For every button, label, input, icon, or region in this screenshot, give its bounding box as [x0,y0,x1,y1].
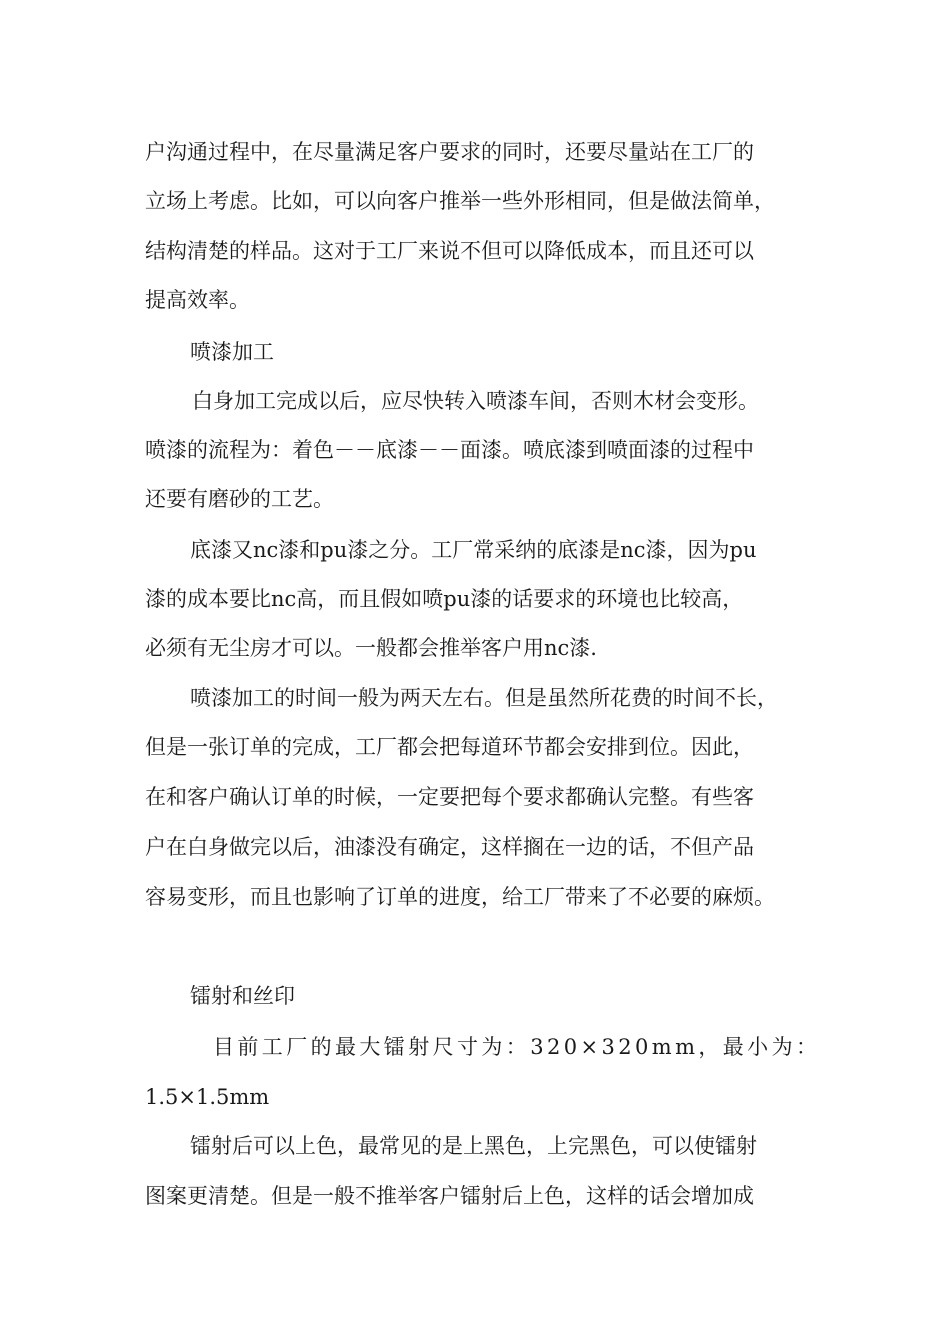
section-heading-spray: 喷漆加工 [190,340,274,364]
paragraph-line: 喷漆加工的时间一般为两天左右。但是虽然所花费的时间不长， [190,686,778,710]
paragraph-line: 还要有磨砂的工艺。 [145,487,334,511]
paragraph-line: 底漆又nc漆和pu漆之分。工厂常采纳的底漆是nc漆，因为pu [190,538,757,562]
paragraph-line: 立场上考虑。比如，可以向客户推举一些外形相同，但是做法简单， [145,189,775,213]
paragraph-line: 漆的成本要比nc高，而且假如喷pu漆的话要求的环境也比较高， [145,587,744,611]
paragraph-line: 图案更清楚。但是一般不推举客户镭射后上色，这样的话会增加成 [145,1184,754,1208]
paragraph-line: 户在白身做完以后，油漆没有确定，这样搁在一边的话，不但产品 [145,835,754,859]
paragraph-line: 户沟通过程中，在尽量满足客户要求的同时，还要尽量站在工厂的 [145,140,754,164]
paragraph-line: 喷漆的流程为：着色－－底漆－－面漆。喷底漆到喷面漆的过程中 [145,438,754,462]
paragraph-line: 在和客户确认订单的时候，一定要把每个要求都确认完整。有些客 [145,785,754,809]
paragraph-line: 容易变形，而且也影响了订单的进度，给工厂带来了不必要的麻烦。 [145,885,775,909]
section-heading-laser: 镭射和丝印 [190,984,295,1008]
paragraph-line: 但是一张订单的完成，工厂都会把每道环节都会安排到位。因此， [145,735,754,759]
paragraph-line: 白身加工完成以后，应尽快转入喷漆车间，否则木材会变形。 [192,389,759,413]
paragraph-line: 提高效率。 [145,288,250,312]
paragraph-line: 必须有无尘房才可以。一般都会推举客户用nc漆. [145,636,597,660]
paragraph-line: 1.5×1.5mm [145,1085,270,1109]
paragraph-line: 镭射后可以上色，最常见的是上黑色，上完黑色，可以使镭射 [190,1134,757,1158]
paragraph-line: 结构清楚的样品。这对于工厂来说不但可以降低成本，而且还可以 [145,239,754,263]
paragraph-line: 目前工厂的最大镭射尺寸为：320×320mm，最小为： [213,1035,821,1059]
